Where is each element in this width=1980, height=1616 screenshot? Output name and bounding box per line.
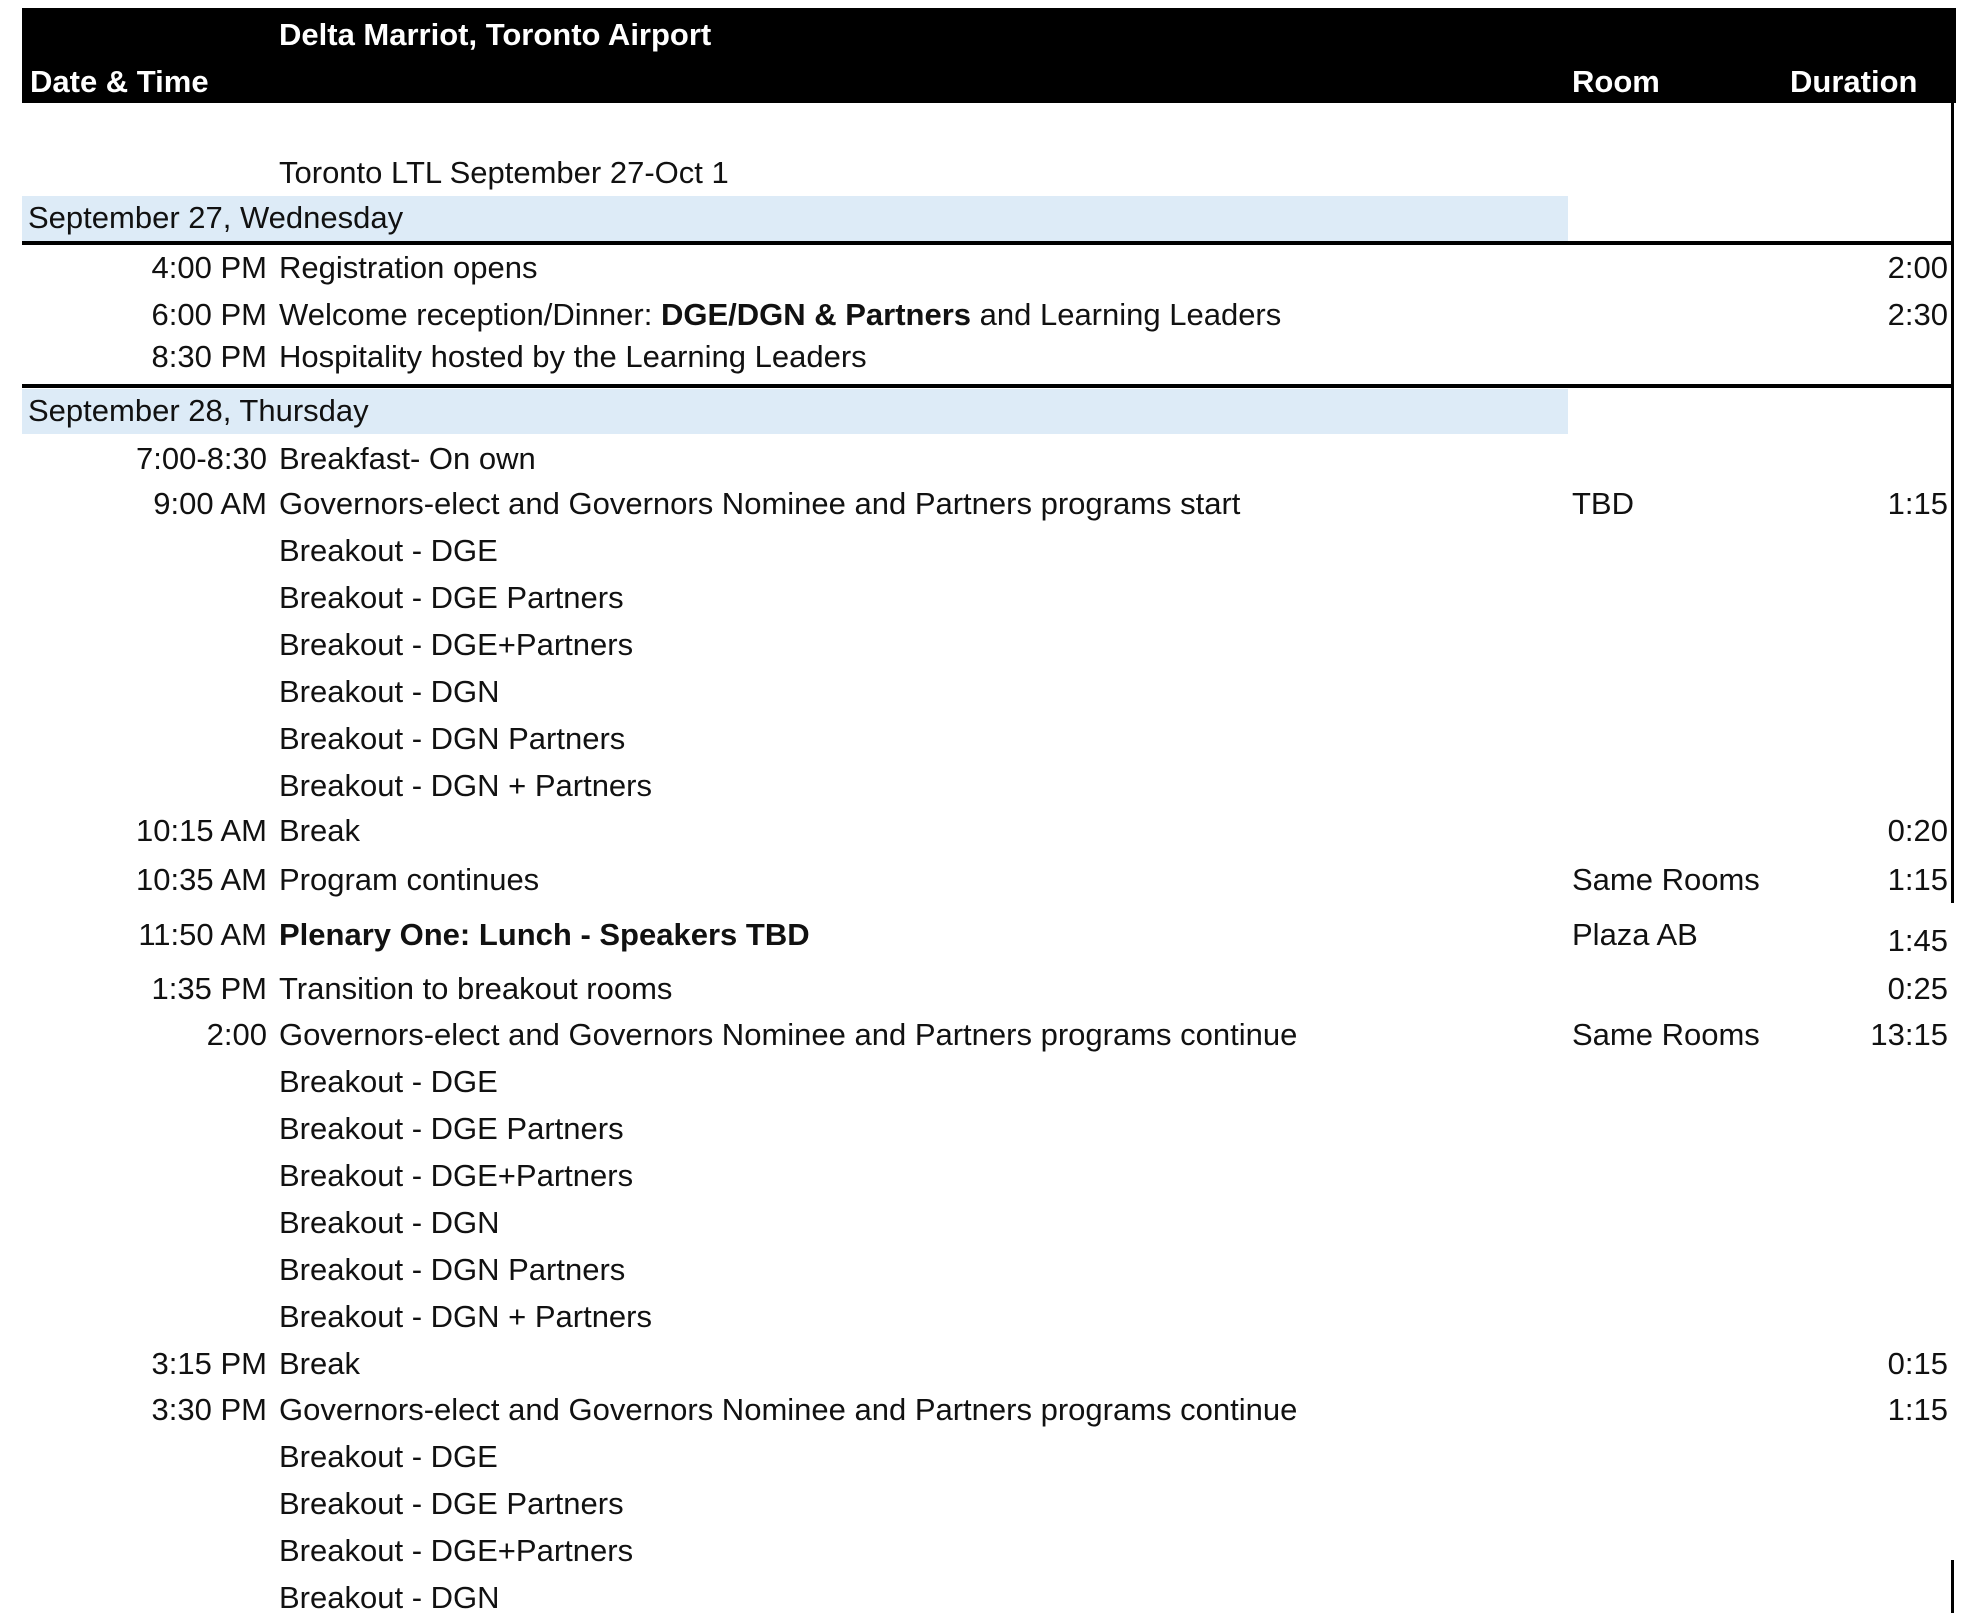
row-time: 3:30 PM <box>151 1392 267 1427</box>
row-event: Breakout - DGE+Partners <box>279 1533 634 1568</box>
row-duration: 13:15 <box>1870 1017 1948 1052</box>
row-event: Breakout - DGN <box>279 674 500 709</box>
row-room: Same Rooms <box>1572 1017 1760 1052</box>
row-time: 11:50 AM <box>138 917 267 952</box>
row-duration: 2:00 <box>1887 250 1948 285</box>
row-duration: 1:15 <box>1887 486 1948 521</box>
header-bar <box>22 8 1956 103</box>
right-border-lower <box>1951 1560 1954 1613</box>
row-time: 8:30 PM <box>151 339 267 374</box>
row-duration: 1:45 <box>1887 923 1948 958</box>
row-event: Breakout - DGN + Partners <box>279 768 652 803</box>
row-event-bold: Plenary One: Lunch - Speakers TBD <box>279 917 810 952</box>
row-event: Breakout - DGE <box>279 1439 498 1474</box>
row-time: 6:00 PM <box>151 297 267 332</box>
row-event: Break <box>279 813 360 848</box>
row-event <box>279 297 1281 333</box>
row-room: TBD <box>1572 486 1634 521</box>
row-duration: 0:20 <box>1887 813 1948 848</box>
row-time: 9:00 AM <box>153 486 267 521</box>
divider <box>22 384 1954 388</box>
row-duration: 1:15 <box>1887 1392 1948 1427</box>
row-event-text: and Learning Leaders <box>971 297 1282 332</box>
day-label: September 27, Wednesday <box>28 200 404 235</box>
row-event: Breakfast- On own <box>279 441 536 476</box>
row-event: Breakout - DGN Partners <box>279 721 626 756</box>
row-room: Same Rooms <box>1572 862 1760 897</box>
right-border <box>1951 103 1954 903</box>
row-event: Breakout - DGN + Partners <box>279 1299 652 1334</box>
row-room: Plaza AB <box>1572 917 1698 952</box>
row-time: 3:15 PM <box>151 1346 267 1381</box>
row-time: 10:35 AM <box>136 862 267 897</box>
divider <box>22 241 1954 245</box>
row-event-text: Welcome reception/Dinner: <box>279 297 661 332</box>
row-event: Hospitality hosted by the Learning Leaders <box>279 339 867 374</box>
row-duration: 2:30 <box>1887 297 1948 332</box>
row-duration: 1:15 <box>1887 862 1948 897</box>
row-event: Breakout - DGE <box>279 1064 498 1099</box>
day-label: September 28, Thursday <box>28 393 369 428</box>
row-event: Breakout - DGN Partners <box>279 1252 626 1287</box>
row-event: Governors-elect and Governors Nominee and Partners programs continue <box>279 1017 1298 1052</box>
row-event <box>279 917 810 953</box>
row-event: Breakout - DGE Partners <box>279 1111 624 1146</box>
row-event: Breakout - DGE+Partners <box>279 1158 634 1193</box>
row-time: 10:15 AM <box>136 813 267 848</box>
row-time: 2:00 <box>206 1017 267 1052</box>
row-time: 1:35 PM <box>151 971 267 1006</box>
day-header-sep27 <box>22 196 1568 241</box>
row-event: Breakout - DGE Partners <box>279 1486 624 1521</box>
row-event: Registration opens <box>279 250 538 285</box>
column-header-duration: Duration <box>1790 64 1918 99</box>
row-event: Breakout - DGE+Partners <box>279 627 634 662</box>
column-header-date-time: Date & Time <box>30 64 209 99</box>
row-event: Break <box>279 1346 360 1381</box>
row-time: 4:00 PM <box>151 250 267 285</box>
row-event: Breakout - DGN <box>279 1580 500 1615</box>
venue-title: Delta Marriot, Toronto Airport <box>279 17 712 52</box>
day-header-sep28 <box>22 389 1568 434</box>
row-event: Transition to breakout rooms <box>279 971 673 1006</box>
row-duration: 0:25 <box>1887 971 1948 1006</box>
row-event: Breakout - DGN <box>279 1205 500 1240</box>
row-event: Breakout - DGE <box>279 533 498 568</box>
row-event: Governors-elect and Governors Nominee and Partners programs continue <box>279 1392 1298 1427</box>
row-duration: 0:15 <box>1887 1346 1948 1381</box>
column-header-room: Room <box>1572 64 1660 99</box>
row-event: Breakout - DGE Partners <box>279 580 624 615</box>
row-event-bold: DGE/DGN & Partners <box>660 297 972 332</box>
event-subtitle: Toronto LTL September 27-Oct 1 <box>279 155 729 190</box>
row-event: Program continues <box>279 862 540 897</box>
row-time: 7:00-8:30 <box>136 441 267 476</box>
row-event: Governors-elect and Governors Nominee and Partners programs start <box>279 486 1241 521</box>
